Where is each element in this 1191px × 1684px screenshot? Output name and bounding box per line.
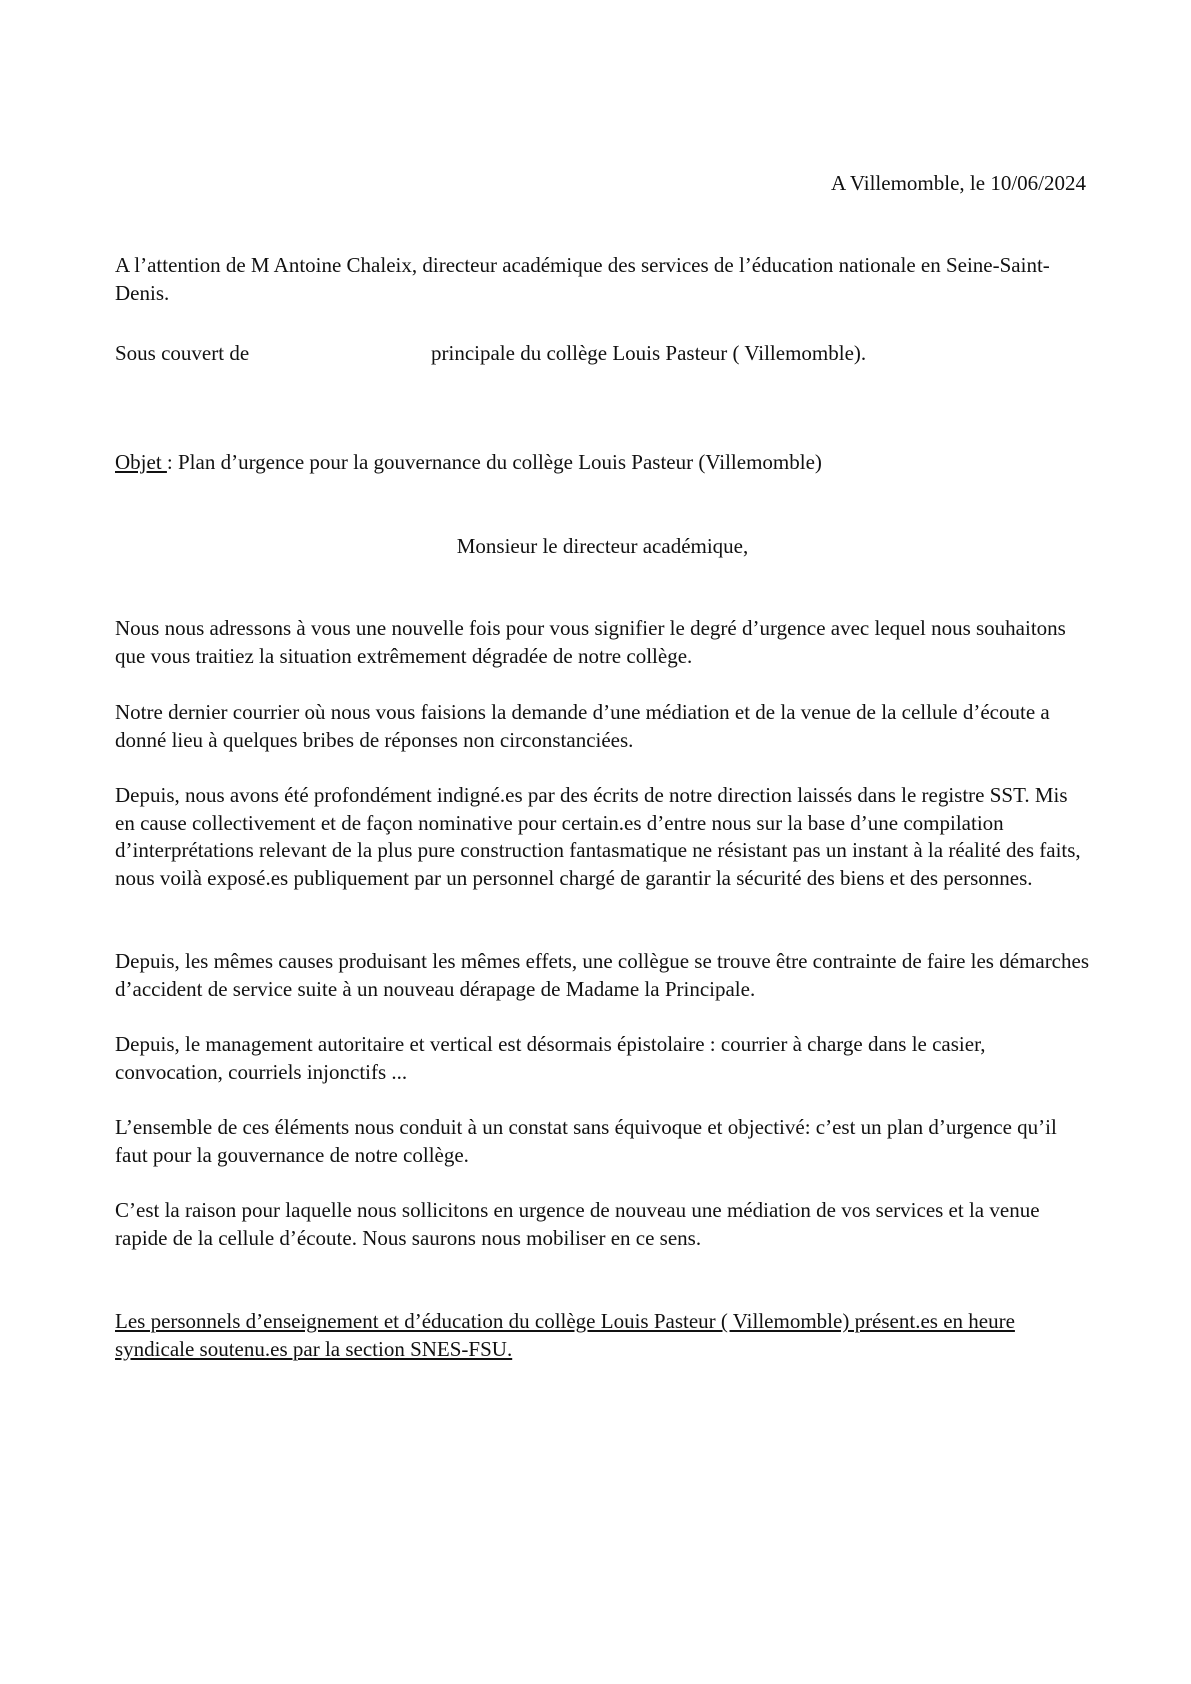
recipient-line: A l’attention de M Antoine Chaleix, directeur académique des services de l’éducation nationale en Seine-Saint-Denis.: [115, 253, 1050, 305]
redacted-name-area: [265, 340, 445, 368]
cover-prefix: Sous couvert de: [115, 341, 250, 365]
signature: Les personnels d’enseignement et d’éducation du collège Louis Pasteur ( Villemomble) présent.es en heure syndicale soutenu.es par la section SNES-FSU.: [115, 1309, 1015, 1361]
cover-line: [115, 340, 1090, 368]
paragraph-2: Notre dernier courrier où nous vous faisions la demande d’une médiation et de la venue de la cellule d’écoute a donné lieu à quelques bribes de réponses non circonstanciées.: [115, 700, 1050, 752]
paragraph-4: Depuis, les mêmes causes produisant les mêmes effets, une collègue se trouve être contrainte de faire les démarches d’accident de service suite à un nouveau dérapage de Madame la Principale.: [115, 949, 1089, 1001]
cover-suffix: principale du collège Louis Pasteur ( Villemomble).: [431, 341, 867, 365]
object-text: : Plan d’urgence pour la gouvernance du collège Louis Pasteur (Villemomble): [166, 450, 822, 474]
paragraph-6: L’ensemble de ces éléments nous conduit à un constat sans équivoque et objectivé: c’est un plan d’urgence qu’il faut pour la gouvernance de notre collège.: [115, 1115, 1057, 1167]
date-line: A Villemomble, le 10/06/2024: [830, 171, 1086, 195]
object-line: [115, 449, 1090, 477]
paragraph-5: Depuis, le management autoritaire et vertical est désormais épistolaire : courrier à charge dans le casier, convocation, courriels injonctifs ...: [115, 1032, 986, 1084]
salutation: Monsieur le directeur académique,: [456, 534, 749, 558]
paragraph-1: Nous nous adressons à vous une nouvelle fois pour vous signifier le degré d’urgence avec lequel nous souhaitons que vous traitiez la situation extrêmement dégradée de notre collège.: [115, 616, 1066, 668]
object-label: Objet: [115, 450, 167, 474]
paragraph-7: C’est la raison pour laquelle nous sollicitons en urgence de nouveau une médiation de vos services et la venue rapide de la cellule d’écoute. Nous saurons nous mobiliser en ce sens.: [115, 1198, 1040, 1250]
paragraph-3: Depuis, nous avons été profondément indigné.es par des écrits de notre direction laissés dans le registre SST. Mis en cause collectivement et de façon nominative pour certain.es d’entre nous sur la base d’une compilation d’interprétations relevant de la plus pure construction fantasmatique ne résistant pas un instant à la réalité des faits, nous voilà exposé.es publiquement par un personnel chargé de garantir la sécurité des biens et des personnes.: [115, 783, 1081, 890]
